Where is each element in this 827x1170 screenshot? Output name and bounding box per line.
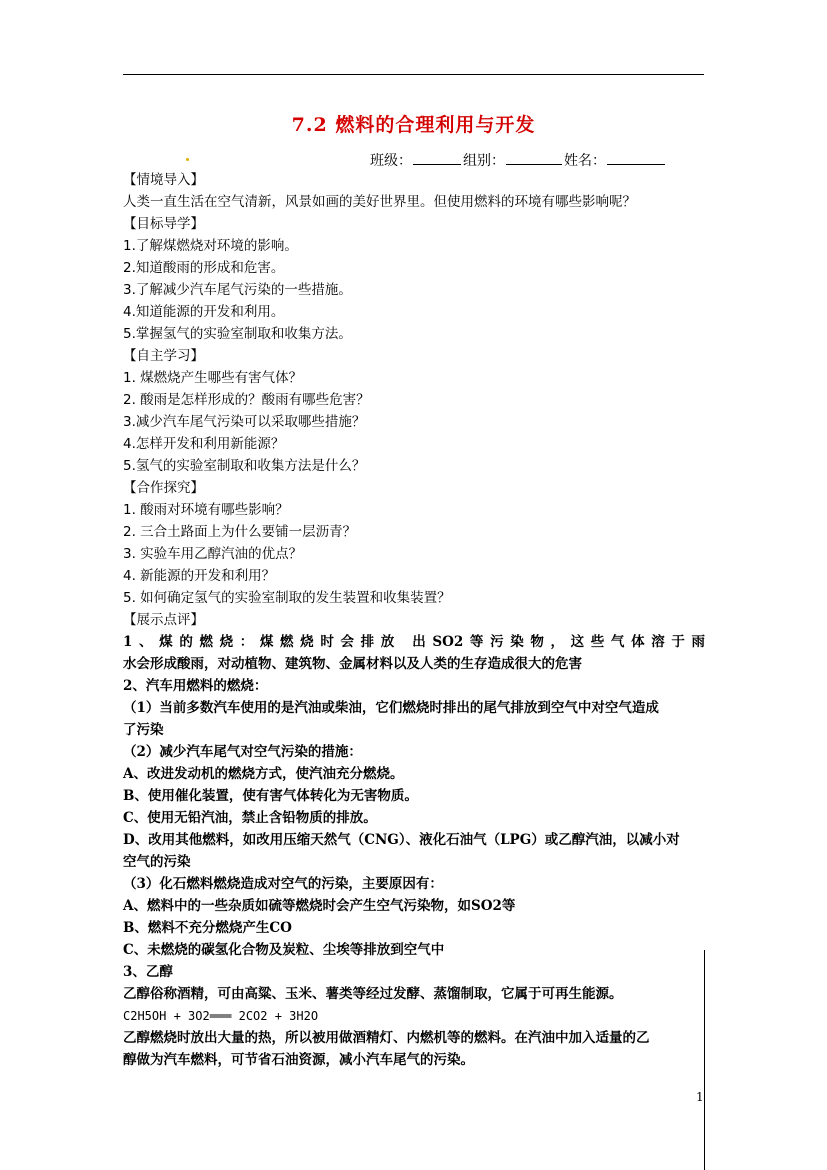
paragraph-line: （3）化石燃料燃烧造成对空气的污染，主要原因有： bbox=[123, 876, 443, 892]
list-item: 2. 酸雨是怎样形成的？酸雨有哪些危害？ bbox=[123, 392, 370, 408]
list-item: 3.了解减少汽车尾气污染的一些措施。 bbox=[123, 282, 352, 298]
student-info-fields bbox=[370, 150, 667, 170]
list-item: 4. 新能源的开发和利用？ bbox=[123, 568, 276, 584]
paragraph-line: 水会形成酸雨，对动植物、建筑物、金属材料以及人类的生存造成很大的危害 bbox=[123, 656, 582, 672]
class-label: 班级： bbox=[370, 153, 412, 169]
list-item: 1. 酸雨对环境有哪些影响？ bbox=[123, 502, 289, 518]
section-header-self-study: 【自主学习】 bbox=[123, 348, 204, 364]
paragraph-line: 3、乙醇 bbox=[123, 964, 173, 980]
group-label: 组别： bbox=[463, 153, 505, 169]
header-rule bbox=[123, 74, 704, 75]
paragraph-line: 乙醇燃烧时放出大量的热，所以被用做酒精灯、内燃机等的燃料。在汽油中加入适量的乙 bbox=[123, 1030, 650, 1046]
paragraph-line: A、燃料中的一些杂质如硫等燃烧时会产生空气污染物，如SO2等 bbox=[123, 898, 516, 914]
paragraph-line: 乙醇俗称酒精，可由高粱、玉米、薯类等经过发酵、蒸馏制取，它属于可再生能源。 bbox=[123, 986, 623, 1002]
section-header-cooperation: 【合作探究】 bbox=[123, 480, 204, 496]
paragraph-line: A、改进发动机的燃烧方式，使汽油充分燃烧。 bbox=[123, 766, 404, 782]
paragraph-line: 醇做为汽车燃料，可节省石油资源，减小汽车尾气的污染。 bbox=[123, 1052, 474, 1068]
list-item: 1.了解煤燃烧对环境的影响。 bbox=[123, 238, 298, 254]
list-item: 5.掌握氢气的实验室制取和收集方法。 bbox=[123, 326, 352, 342]
paragraph-line: B、使用催化装置，使有害气体转化为无害物质。 bbox=[123, 788, 418, 804]
name-blank[interactable] bbox=[607, 150, 665, 165]
list-item: 1. 煤燃烧产生哪些有害气体？ bbox=[123, 370, 303, 386]
paragraph-line: C、使用无铅汽油，禁止含铅物质的排放。 bbox=[123, 810, 377, 826]
paragraph-line: 空气的污染 bbox=[123, 854, 191, 870]
list-item: 2.知道酸雨的形成和危害。 bbox=[123, 260, 285, 276]
list-item: 3. 实验车用乙醇汽油的优点？ bbox=[123, 546, 303, 562]
page-title: 7.2 燃料的合理利用与开发 bbox=[291, 114, 536, 136]
margin-rule bbox=[704, 950, 705, 1170]
section-header-showcase: 【展示点评】 bbox=[123, 612, 204, 628]
intro-text: 人类一直生活在空气清新，风景如画的美好世界里。但使用燃料的环境有哪些影响呢？ bbox=[123, 194, 636, 210]
section-header-goals: 【目标导学】 bbox=[123, 216, 204, 232]
class-blank[interactable] bbox=[413, 150, 461, 165]
stray-mark bbox=[186, 158, 189, 161]
paragraph-line: 2、汽车用燃料的燃烧： bbox=[123, 678, 268, 694]
paragraph-line: （2）减少汽车尾气对空气污染的措施： bbox=[123, 744, 362, 760]
list-item: 4.知道能源的开发和利用。 bbox=[123, 304, 285, 320]
list-item: 3.减少汽车尾气污染可以采取哪些措施？ bbox=[123, 414, 366, 430]
paragraph-line: （1）当前多数汽车使用的是汽油或柴油，它们燃烧时排出的尾气排放到空气中对空气造成 bbox=[123, 700, 659, 716]
paragraph-line: D、改用其他燃料，如改用压缩天然气（CNG）、液化石油气（LPG）或乙醇汽油，以减小对 bbox=[123, 832, 680, 848]
worksheet-body bbox=[123, 169, 705, 1071]
paragraph-line: 1、煤的燃烧：煤燃烧时会排放 出SO2等污染物，这些气体溶于雨 bbox=[123, 634, 705, 650]
paragraph-line: B、燃料不充分燃烧产生CO bbox=[123, 920, 292, 936]
list-item: 4.怎样开发和利用新能源？ bbox=[123, 436, 285, 452]
section-header-intro: 【情境导入】 bbox=[123, 172, 204, 188]
paragraph-line: C、未燃烧的碳氢化合物及炭粒、尘埃等排放到空气中 bbox=[123, 942, 445, 958]
list-item: 5.氢气的实验室制取和收集方法是什么？ bbox=[123, 458, 366, 474]
group-blank[interactable] bbox=[506, 150, 562, 165]
name-label: 姓名： bbox=[564, 153, 606, 169]
page-number: 1 bbox=[696, 1090, 704, 1104]
list-item: 5. 如何确定氢气的实验室制取的发生装置和收集装置？ bbox=[123, 590, 451, 606]
list-item: 2. 三合土路面上为什么要铺一层沥青？ bbox=[123, 524, 357, 540]
chemical-equation: C2H5OH + 3O2═══ 2CO2 + 3H2O bbox=[123, 1009, 319, 1023]
paragraph-line: 了污染 bbox=[123, 722, 164, 738]
